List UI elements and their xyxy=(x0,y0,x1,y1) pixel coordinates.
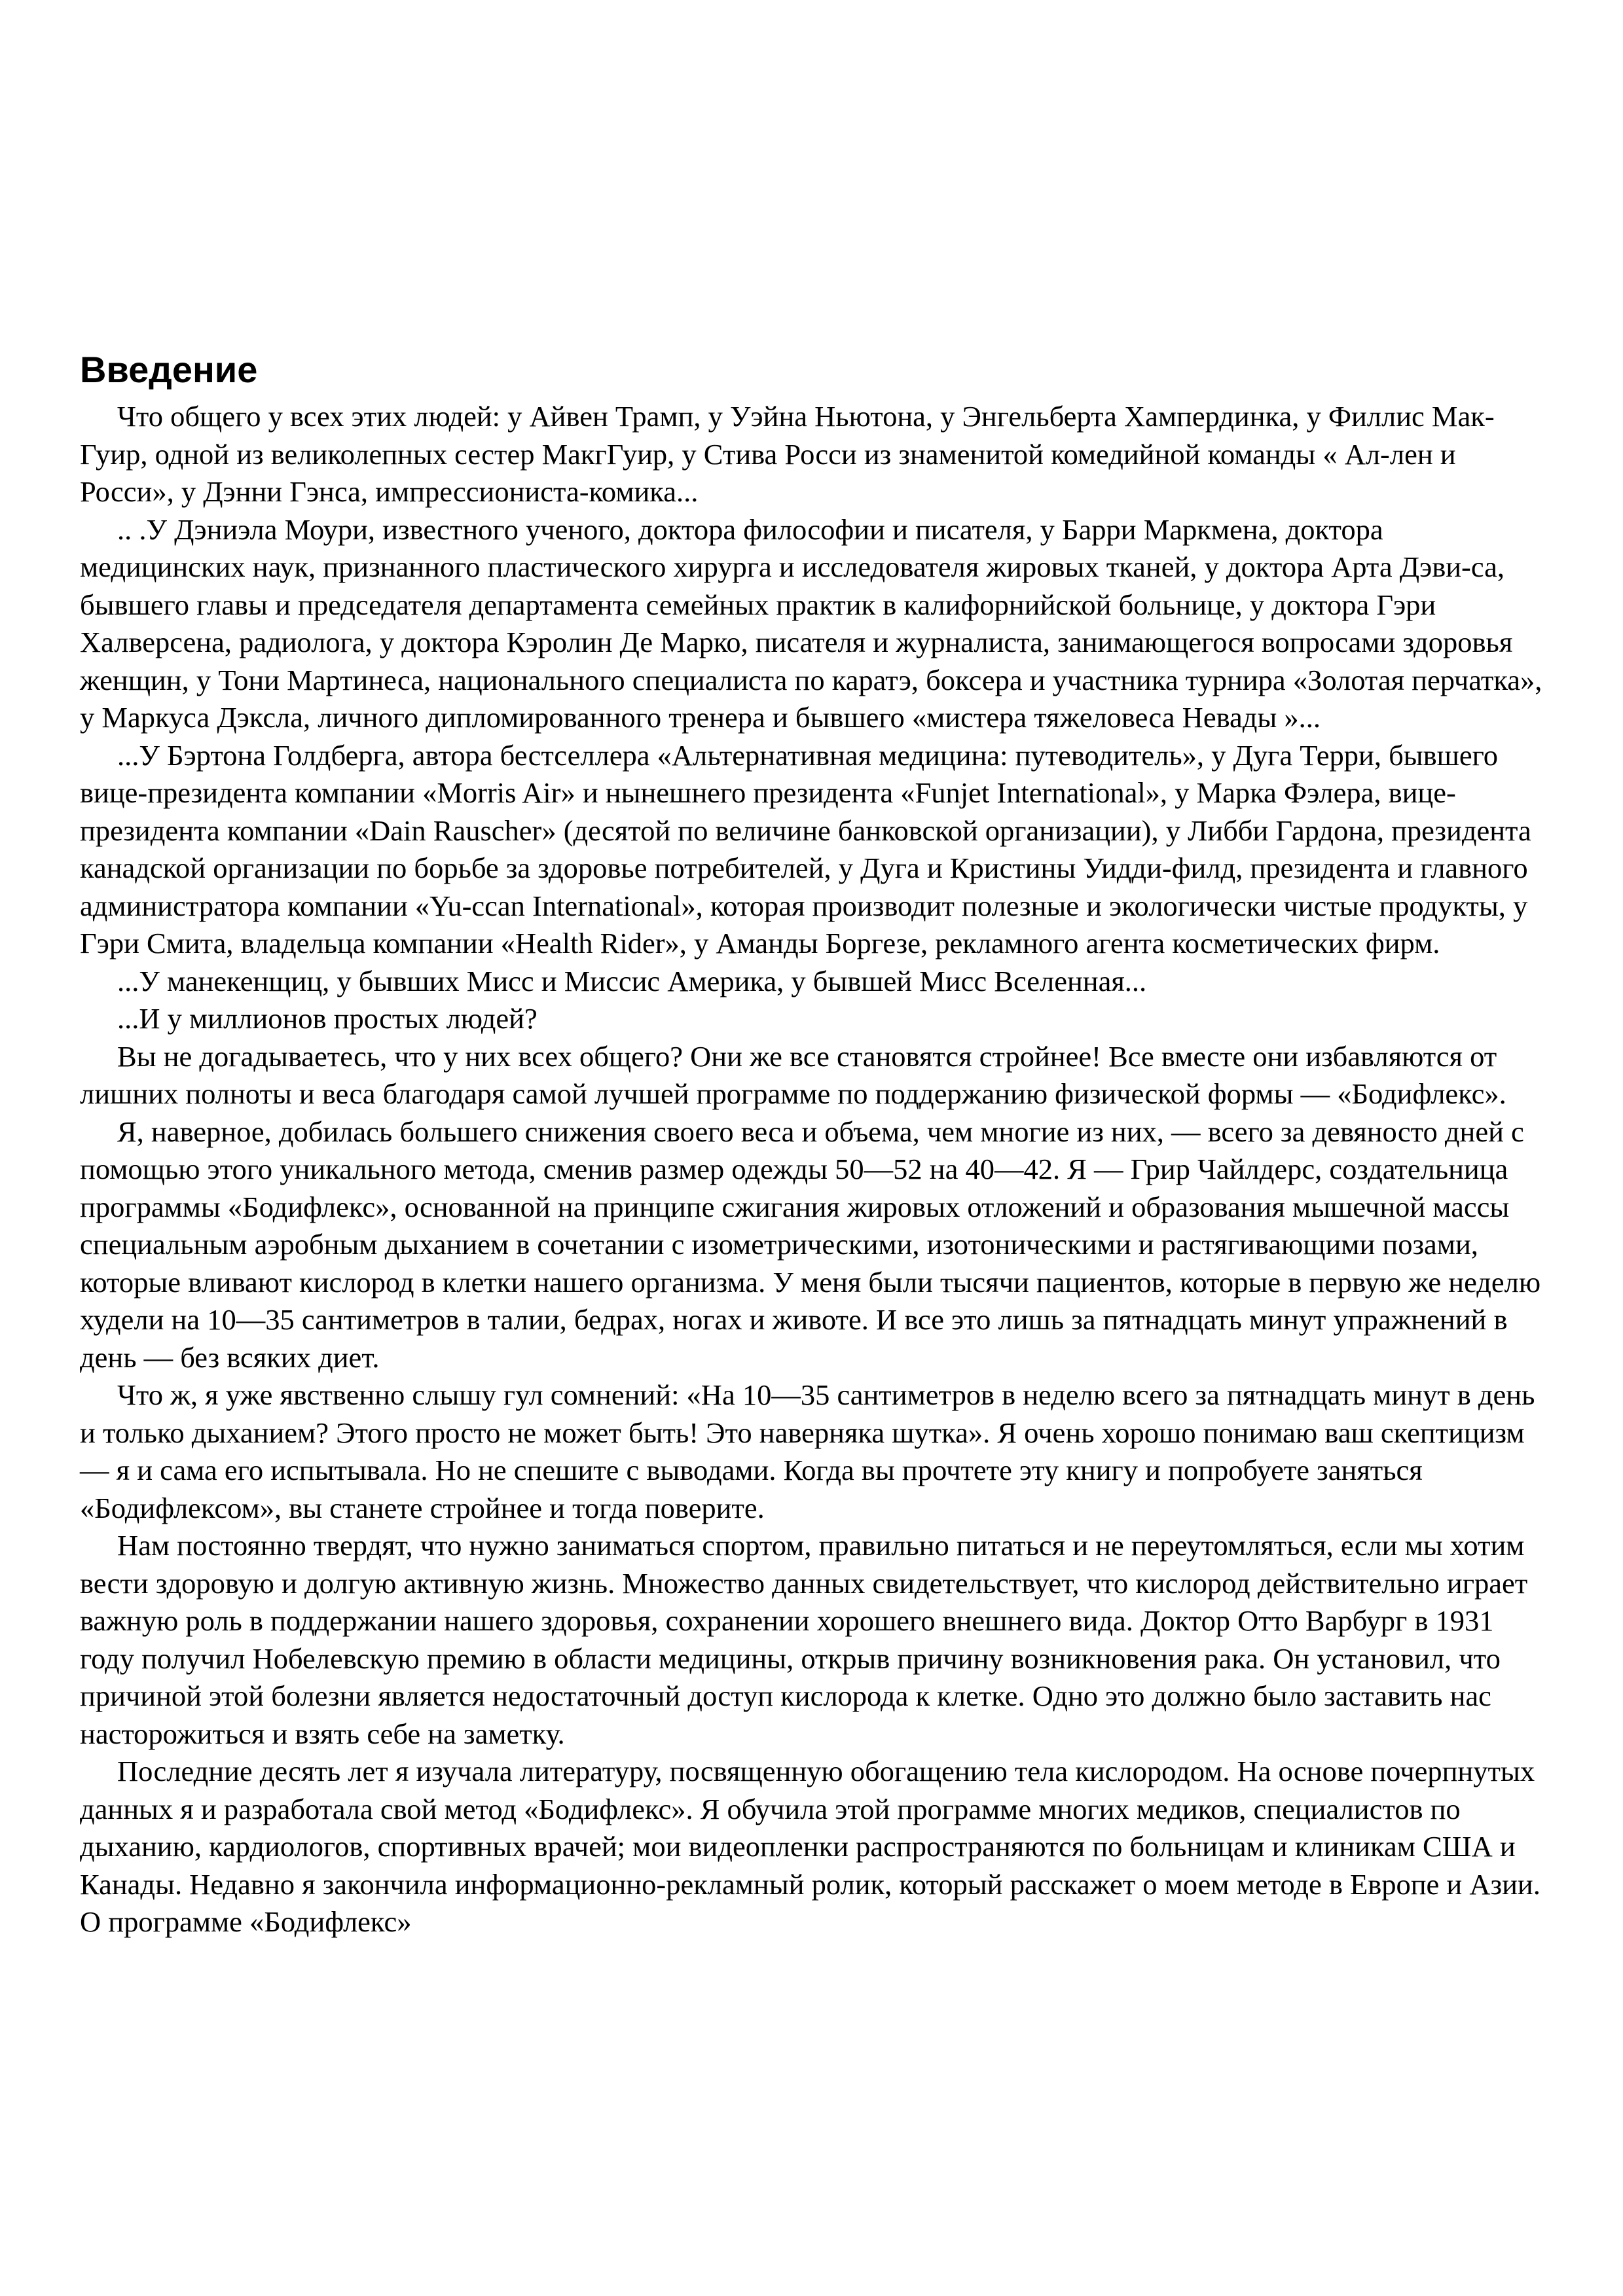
paragraph-4: ...У манекенщиц, у бывших Мисс и Миссис Америка, у бывшей Мисс Вселенная... xyxy=(117,964,1147,997)
paragraph-5: ...И у миллионов простых людей? xyxy=(117,1002,538,1035)
document-page xyxy=(80,347,1546,1941)
paragraph-10: Последние десять лет я изучала литературу, посвященную обогащению тела кислородом. На основе почерпнутых данных я и разработала свой метод «Бодифлекс». Я обучила этой программе многих медиков, специалистов по дыханию, кардиологов, спортивных врачей; мои видеопленки распространяются по больницам и клиникам США и Канады. Недавно я закончила информационно-рекламный ролик, который расскажет о моем методе в Европе и Азии. О программе «Бодифлекс» xyxy=(80,1755,1541,1938)
paragraph-3: ...У Бэртона Голдберга, автора бестселлера «Альтернативная медицина: путеводитель», у Дуга Терри, бывшего вице-президента компании «Morris Air» и нынешнего президента «Funjet International», у Марка Фэлера, вице-президента компании «Dain Rauscher» (десятой по величине банковской организации), у Либби Гардона, президента канадской организации по борьбе за здоровье потребителей, у Дуга и Кристины Уидди-филд, президента и главного администратора компании «Yu-ccan International», которая производит полезные и экологически чистые продукты, у Гэри Смита, владельца компании «Health Rider», у Аманды Боргезе, рекламного агента косметических фирм. xyxy=(80,738,1531,960)
section-heading: Введение xyxy=(80,349,258,390)
paragraph-9: Нам постоянно твердят, что нужно заниматься спортом, правильно питаться и не переутомляться, если мы хотим вести здоровую и долгую активную жизнь. Множество данных свидетельствует, что кислород действительно играет важную роль в поддержании нашего здоровья, сохранении хорошего внешнего вида. Доктор Отто Варбург в 1931 году получил Нобелевскую премию в области медицины, открыв причину возникновения рака. Он установил, что причиной этой болезни является недостаточный доступ кислорода к клетке. Одно это должно было заставить нас насторожиться и взять себе на заметку. xyxy=(80,1529,1528,1750)
paragraph-6: Вы не догадываетесь, что у них всех общего? Они же все становятся стройнее! Все вместе они избавляются от лишних полноты и веса благодаря самой лучшей программе по поддержанию физической формы — «Бодифлекс». xyxy=(80,1039,1506,1110)
paragraph-2: .. .У Дэниэла Моури, известного ученого, доктора философии и писателя, у Барри Маркмена, доктора медицинских наук, признанного пластического хирурга и исследователя жировых тканей, у доктора Арта Дэви-са, бывшего главы и председателя департамента семейных практик в калифорнийской больнице, у доктора Гэри Халверсена, радиолога, у доктора Кэролин Де Марко, писателя и журналиста, занимающегося вопросами здоровья женщин, у Тони Мартинеса, национального специалиста по каратэ, боксера и участника турнира «Золотая перчатка», у Маркуса Дэксла, личного дипломированного тренера и бывшего «мистера тяжеловеса Невады »... xyxy=(80,512,1542,734)
paragraph-8: Что ж, я уже явственно слышу гул сомнений: «На 10—35 сантиметров в неделю всего за пятнадцать минут в день и только дыханием? Этого просто не может быть! Это наверняка шутка». Я очень хорошо понимаю ваш скептицизм — я и сама его испытывала. Но не спешите с выводами. Когда вы прочтете эту книгу и попробуете заняться «Бодифлексом», вы станете стройнее и тогда поверите. xyxy=(80,1378,1535,1524)
paragraph-1: Что общего у всех этих людей: у Айвен Трамп, у Уэйна Ньютона, у Энгельберта Хампердинка, у Филлис Мак-Гуир, одной из великолепных сестер МакгГуир, у Стива Росси из знаменитой комедийной команды « Ал-лен и Росси», у Дэнни Гэнса, импрессиониста-комика... xyxy=(80,400,1495,508)
paragraph-7: Я, наверное, добилась большего снижения своего веса и объема, чем многие из них, — всего за девяносто дней с помощью этого уникального метода, сменив размер одежды 50—52 на 40—42. Я — Грир Чайлдерс, создательница программы «Бодифлекс», основанной на принципе сжигания жировых отложений и образования мышечной массы специальным аэробным дыханием в сочетании с изометрическими, изотоническими и растягивающими позами, которые вливают кислород в клетки нашего организма. У меня были тысячи пациентов, которые в первую же неделю худели на 10—35 сантиметров в талии, бедрах, ногах и животе. И все это лишь за пятнадцать минут упражнений в день — без всяких диет. xyxy=(80,1115,1541,1374)
